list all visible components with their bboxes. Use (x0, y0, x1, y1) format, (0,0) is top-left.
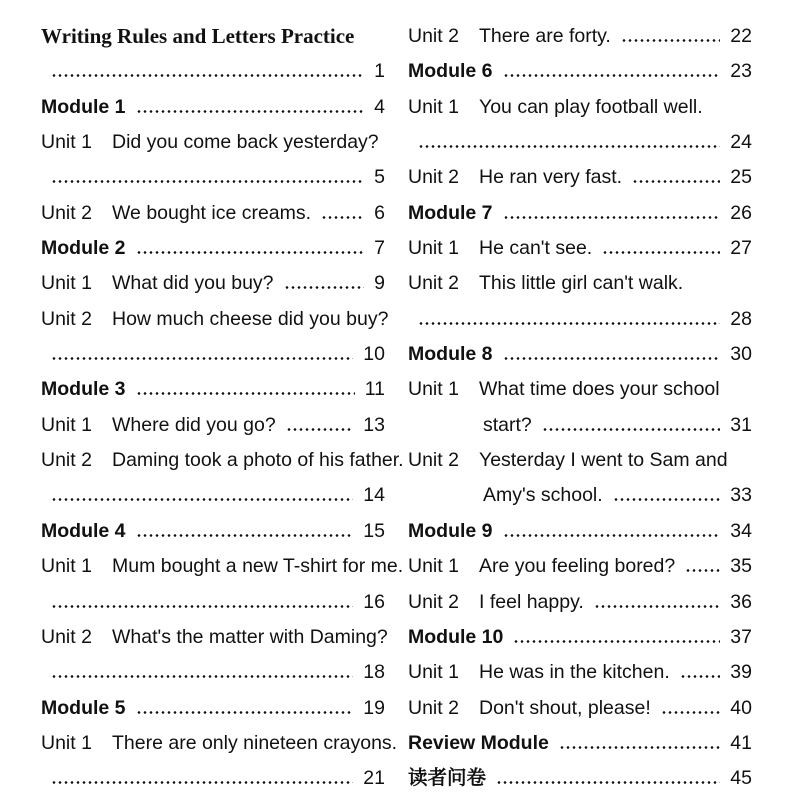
toc-entry[interactable] (408, 159, 752, 194)
dot-leader (51, 675, 353, 678)
dot-leader (594, 605, 720, 608)
entry-title: What's the matter with Daming? (112, 625, 388, 648)
dot-leader (136, 711, 353, 714)
toc-entry[interactable] (408, 407, 752, 442)
dot-leader (542, 428, 720, 431)
entry-title: He can't see. (479, 237, 593, 260)
entry-title: He ran very fast. (479, 166, 623, 189)
dot-leader (680, 675, 720, 678)
entry-title: Are you feeling bored? (479, 555, 676, 578)
unit-label: Unit 2 (41, 307, 92, 330)
toc-entry[interactable] (408, 584, 752, 619)
toc-entry[interactable] (408, 301, 752, 336)
module-label: Module 2 (41, 237, 126, 260)
entry-title: Where did you go? (112, 413, 276, 436)
unit-label: Unit 2 (408, 590, 459, 613)
dot-leader (418, 322, 720, 325)
module-label: Module 3 (41, 378, 126, 401)
unit-label: Unit 1 (408, 555, 459, 578)
page-number: 25 (730, 166, 752, 189)
page-number: 19 (363, 696, 385, 719)
toc-right-column (408, 18, 752, 796)
toc-module-entry[interactable] (41, 513, 385, 548)
toc-entry[interactable] (408, 477, 752, 512)
toc-entry[interactable] (41, 760, 385, 795)
toc-entry[interactable] (408, 18, 752, 53)
toc-entry[interactable] (408, 371, 752, 406)
toc-module-entry[interactable] (41, 690, 385, 725)
toc-entry[interactable] (408, 654, 752, 689)
dot-leader (321, 216, 364, 219)
toc-entry[interactable] (41, 477, 385, 512)
page-number: 10 (363, 343, 385, 366)
entry-title: Yesterday I went to Sam and (479, 449, 728, 472)
module-label: Module 7 (408, 201, 493, 224)
page-number: 5 (374, 166, 385, 189)
entry-title: This little girl can't walk. (479, 272, 684, 295)
entry-title: What did you buy? (112, 272, 274, 295)
toc-entry[interactable] (41, 336, 385, 371)
dot-leader (51, 781, 353, 784)
page-number: 36 (730, 590, 752, 613)
page-number: 21 (363, 767, 385, 790)
toc-entry[interactable] (408, 690, 752, 725)
dot-leader (661, 711, 720, 714)
toc-entry[interactable] (41, 584, 385, 619)
entry-title: Don't shout, please! (479, 696, 651, 719)
dot-leader (503, 74, 720, 77)
dot-leader (613, 498, 720, 501)
toc-entry[interactable] (41, 265, 385, 300)
unit-label: Unit 1 (41, 731, 92, 754)
unit-label: Unit 2 (408, 166, 459, 189)
toc-entry[interactable] (41, 301, 389, 336)
unit-label: Unit 2 (41, 625, 92, 648)
page-number: 13 (363, 413, 385, 436)
toc-module-entry[interactable] (408, 513, 752, 548)
unit-label: Unit 1 (41, 131, 92, 154)
toc-module-entry[interactable] (408, 619, 752, 654)
module-label: Module 9 (408, 519, 493, 542)
unit-label: Unit 2 (408, 272, 459, 295)
entry-title: He was in the kitchen. (479, 661, 670, 684)
module-label: Review Module (408, 731, 549, 754)
unit-label: Unit 2 (408, 25, 459, 47)
dot-leader (136, 110, 364, 113)
module-label: Module 10 (408, 625, 504, 648)
toc-module-entry[interactable] (408, 725, 752, 760)
module-label: Module 4 (41, 519, 126, 542)
toc-entry[interactable] (41, 548, 404, 583)
toc-module-entry[interactable] (41, 230, 385, 265)
unit-label: Unit 1 (41, 413, 92, 436)
unit-label: Unit 1 (408, 237, 459, 260)
page-number: 37 (730, 625, 752, 648)
entry-title: There are forty. (479, 25, 611, 47)
unit-label: Unit 1 (41, 272, 92, 295)
page-number: 33 (730, 484, 752, 507)
module-label: Module 1 (41, 95, 126, 118)
unit-label: Unit 1 (408, 378, 459, 401)
page-number: 26 (730, 201, 752, 224)
toc-entry[interactable] (41, 407, 385, 442)
toc-module-entry[interactable] (41, 371, 385, 406)
toc-entry[interactable] (408, 265, 752, 300)
toc-entry[interactable] (408, 442, 752, 477)
dot-leader (51, 605, 353, 608)
unit-label: Unit 2 (41, 449, 92, 472)
page-number: 1 (374, 60, 385, 83)
dot-leader (51, 498, 353, 501)
page-number: 41 (730, 731, 752, 754)
entry-title: We bought ice creams. (112, 201, 312, 224)
unit-label: Unit 2 (408, 449, 459, 472)
dot-leader (632, 180, 720, 183)
dot-leader (513, 640, 720, 643)
entry-title: I feel happy. (479, 590, 584, 613)
toc-module-entry[interactable] (408, 760, 752, 795)
dot-leader (503, 534, 720, 537)
page-number: 9 (374, 272, 385, 295)
unit-label: Unit 2 (41, 201, 92, 224)
unit-label: Unit 1 (41, 555, 92, 578)
unit-label: Unit 1 (408, 661, 459, 684)
page-number: 18 (363, 661, 385, 684)
page-number: 34 (730, 519, 752, 542)
page-number: 31 (730, 413, 752, 436)
dot-leader (503, 216, 720, 219)
module-label: 读者问卷 (408, 767, 487, 790)
entry-title: Amy's school. (483, 484, 603, 507)
dot-leader (51, 74, 364, 77)
page-number: 7 (374, 237, 385, 260)
page-number: 27 (730, 237, 752, 260)
toc-entry[interactable] (41, 619, 388, 654)
toc-entry[interactable] (41, 53, 385, 88)
entry-title: You can play football well. (479, 95, 703, 118)
dot-leader (503, 357, 720, 360)
toc-module-entry[interactable] (408, 53, 752, 88)
dot-leader (136, 392, 355, 395)
dot-leader (685, 569, 720, 572)
dot-leader (602, 251, 720, 254)
entry-title: How much cheese did you buy? (112, 307, 389, 330)
page-number: 35 (730, 555, 752, 578)
page-number: 15 (363, 519, 385, 542)
entry-title: start? (483, 413, 532, 436)
dot-leader (284, 286, 364, 289)
page-number: 39 (730, 661, 752, 684)
toc-module-entry[interactable] (408, 195, 752, 230)
dot-leader (418, 145, 720, 148)
page-number: 4 (374, 95, 385, 118)
entry-title: Mum bought a new T-shirt for me. (112, 555, 404, 578)
entry-title: Did you come back yesterday? (112, 131, 379, 154)
module-label: Module 6 (408, 60, 493, 83)
toc-heading: Writing Rules and Letters Practice (41, 24, 355, 48)
toc-entry[interactable] (41, 159, 385, 194)
toc-entry[interactable] (408, 548, 752, 583)
module-label: Module 5 (41, 696, 126, 719)
toc-entry[interactable] (408, 89, 752, 124)
page-number: 11 (364, 378, 385, 401)
dot-leader (136, 534, 353, 537)
page-number: 30 (730, 343, 752, 366)
page-number: 14 (363, 484, 385, 507)
entry-title: There are only nineteen crayons. (112, 731, 398, 754)
toc-entry[interactable] (408, 124, 752, 159)
toc-entry[interactable] (41, 124, 385, 159)
dot-leader (51, 180, 364, 183)
entry-title: What time does your school (479, 378, 720, 401)
page-number: 45 (730, 767, 752, 790)
toc-entry[interactable] (41, 195, 385, 230)
toc-entry[interactable] (41, 654, 385, 689)
toc-entry[interactable] (41, 725, 398, 760)
toc-entry[interactable] (408, 230, 752, 265)
entry-title: Daming took a photo of his father. (112, 449, 404, 472)
page-number: 23 (730, 60, 752, 83)
dot-leader (51, 357, 353, 360)
toc-left-column (41, 18, 404, 796)
page-number: 24 (730, 131, 752, 154)
unit-label: Unit 1 (408, 95, 459, 118)
page-number: 28 (730, 307, 752, 330)
unit-label: Unit 2 (408, 696, 459, 719)
dot-leader (286, 428, 353, 431)
dot-leader (496, 781, 720, 784)
page-number: 22 (730, 25, 752, 47)
dot-leader (621, 39, 720, 42)
module-label: Module 8 (408, 343, 493, 366)
toc-module-entry[interactable] (41, 89, 385, 124)
page-number: 16 (363, 590, 385, 613)
dot-leader (136, 251, 364, 254)
toc-module-entry[interactable] (408, 336, 752, 371)
page-number: 40 (730, 696, 752, 719)
toc-entry[interactable] (41, 442, 404, 477)
toc-entry[interactable] (41, 18, 385, 53)
page-number: 6 (374, 201, 385, 224)
dot-leader (559, 746, 720, 749)
